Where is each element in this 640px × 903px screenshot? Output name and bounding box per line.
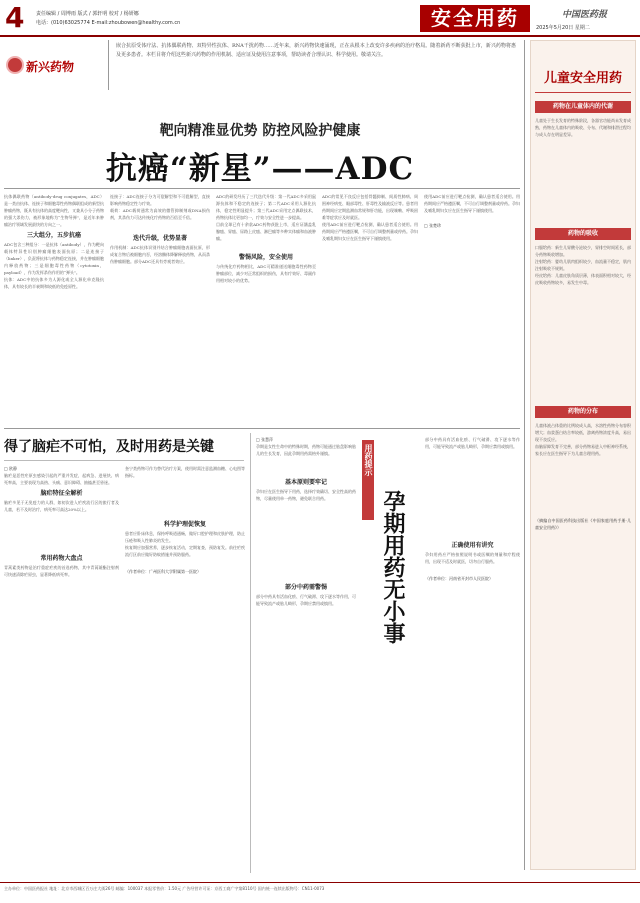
sidebar-para: 儿童体液占体重的比例较成人高，水溶性药物分布容积增大；血浆蛋白结合率较低，游离药物浓度升高，易出现不良反应。 xyxy=(535,423,631,442)
column-lede: 嵌合抗原受体疗法、抗体偶联药物、双特异性抗体、RNA干扰药物……近年来，新兴药物快速涌现，正在从根本上改变许多疾病的治疗格局。随着新药不断获批上市，新兴药物将惠及更多患者。本栏目将介绍这些新兴药物的作用机制、适应证及使用注意事项，帮助读者合理认识、科学使用。敬请关注。 xyxy=(116,43,516,58)
sidebar-para: 经皮给药：儿童皮肤角质层薄，体表面积相对较大，经皮吸收药物较多，易发生中毒。 xyxy=(535,273,631,285)
footer-line: 主办单位：中国医药报社 地址：北京市西城区百万庄大街26号 邮编：100037 本报零售价：1.50元 广告经营许可证：京西工商广字第8110号 国内统一连续出版物号：CN11-0073 xyxy=(4,886,325,891)
kids-side-label-text: 用药提示 xyxy=(364,444,373,476)
kids-author: □ 张慧萍 xyxy=(256,437,274,442)
adc-para: ADC的常见不良反应包括骨髓抑制、间质性肺病、周围神经病变、眼部毒性、肝毒性及输液反应等。患者用药期间应定期监测血常规和肝功能，出现咳嗽、呼吸困难等症状应及时就医。 xyxy=(322,194,418,220)
kids-col-2 xyxy=(425,436,520,866)
fever-rule xyxy=(4,460,244,461)
kids-para: 部分中药具有活血化瘀、行气破滞、攻下逐水等作用，可能导致流产或胎儿畸形，孕期应禁用或慎用。 xyxy=(425,437,520,449)
column-logo xyxy=(4,40,104,90)
adc-col-1 xyxy=(4,193,104,423)
adc-col-2 xyxy=(110,193,210,423)
kids-headline-text: 孕期用药无小事 xyxy=(380,490,406,644)
kids-side-label xyxy=(362,440,374,520)
adc-para: 连接子：ADC连接子分为可裂解型和不可裂解型，直接影响药物稳定性与疗效。 xyxy=(110,194,210,206)
sidebar-note: （摘编自中国医药科技出版社《中国家庭用药手册·儿童安全用药》） xyxy=(535,518,631,530)
adc-para: 抗体：ADC中的抗体多为人源化或全人源化单克隆抗体，具有较长的半衰期和较低的免疫原性。 xyxy=(4,277,104,289)
kids-para: 部分中药具有活血化瘀、行气破滞、攻下逐水等作用，可能导致流产或胎儿畸形，孕期应禁用或慎用。 xyxy=(256,594,356,606)
fever-author: □ 欧静 xyxy=(4,466,18,471)
adc-para: 抗体偶联药物（antibody-drug conjugates，ADC）是一类由抗体、连接子和细胞毒性药物偶联组成的新型抗肿瘤药物，既具有抗体的高度靶向性，又兼具小分子药物的强大杀伤力，被形象地称为“生物导弹”，是近年来肿瘤治疗领域发展最快的方向之一。 xyxy=(4,194,104,227)
adc-subhead: 三大组分，五步抗癌 xyxy=(26,232,81,239)
column-divider xyxy=(108,40,109,90)
adc-para: 作用机制：ADC抗体识别并结合肿瘤细胞表面抗原，形成复合物后被细胞内吞，经溶酶体降解释放药物，从而杀伤肿瘤细胞。部分ADC还具有旁观者效应。 xyxy=(110,245,210,264)
sidebar-title-rule xyxy=(535,92,631,93)
adc-top-rule xyxy=(4,188,520,189)
sidebar-para: 血脑屏障发育不完善，部分药物易进入中枢神经系统，家长应在医生指导下为儿童合理用药。 xyxy=(535,444,631,456)
adc-para: 使用ADC前应进行靶点检测，确认患者适合使用。用药期间应严格遵医嘱，不可自行调整剂量或停药。孕妇及哺乳期妇女应在医生指导下谨慎使用。 xyxy=(424,194,520,213)
issue-date: 2025年5月20日 星期二 xyxy=(536,25,590,31)
fever-col-2 xyxy=(125,465,245,865)
kids-para: 孕期是女性生命中的特殊时期，药物可能通过胎盘影响胎儿的生长发育，因此孕期用药需格外谨慎。 xyxy=(256,444,356,456)
sidebar-subhead: 药物的吸收 xyxy=(535,228,631,240)
adc-para: ADC的研发经历了三代迭代升级：第一代ADC多采用鼠源抗体和不稳定的连接子；第二代ADC采用人源化抗体，稳定性明显提升；第三代ADC采用定点偶联技术，药物抗体比更加均一，疗效与安全性进一步提高。 xyxy=(216,194,316,220)
adc-col-3 xyxy=(216,193,316,423)
kids-col-1 xyxy=(256,436,356,866)
adc-para: 使用ADC前应进行靶点检测，确认患者适合使用。用药期间应严格遵医嘱，不可自行调整剂量或停药。孕妇及哺乳期妇女应在医生指导下谨慎使用。 xyxy=(322,222,418,241)
adc-col-4 xyxy=(322,193,418,423)
section-title: 安全用药 xyxy=(431,6,519,30)
kids-headline xyxy=(380,490,420,700)
adc-author: □ 张楚珍 xyxy=(424,223,442,228)
fever-para: 脑疟多见于无免疫力的人群，如初次进入疟疾流行区的旅行者及儿童，若不及时治疗，病死率可高达20%以上。 xyxy=(4,500,119,512)
fever-subhead: 常用药物大盘点 xyxy=(40,555,83,562)
adc-para: ADC包含三种组分：一是抗体（antibody），作为靶向载体特异性识别肿瘤细胞表面抗原；二是连接子（linker），负责将抗体与药物稳定连接，并在肿瘤细胞内释放药物；三是细胞毒性药物（cytotoxin，payload），作为发挥杀伤作用的“弹头”。 xyxy=(4,242,104,275)
paper-name: 中国医药报 xyxy=(562,10,608,20)
kids-para: 孕妇用药应严格按照说明书或医嘱的剂量和疗程使用，出现不适及时就医，切勿自行服药。 xyxy=(425,552,520,564)
fever-para: 青蒿素类药物是治疗重症疟疾的首选药物，其中青蒿琥酯注射剂可快速清除疟原虫，显著降低病死率。 xyxy=(4,565,119,577)
masthead xyxy=(0,0,640,36)
sidebar-title: 儿童安全用药 xyxy=(543,71,622,86)
footer-rule xyxy=(0,882,640,883)
sidebar-para: 注射给药：婴幼儿肌肉组织较少，血流量不稳定，肌内注射吸收不规则。 xyxy=(535,259,631,271)
fever-para: 奎宁类药物可作为替代治疗方案，使用时需注意监测血糖、心电图等指标。 xyxy=(125,466,245,478)
adc-kicker: 靶向精准显优势 防控风险护健康 xyxy=(159,123,361,139)
kids-para: 孕妇应在医生指导下用药，选择疗效确切、安全性高的药物，尽量使用单一药物，避免联合用药。 xyxy=(256,489,356,501)
adc-para: 目前全球已有十余款ADC药物获批上市，适应证涵盖乳腺癌、胃癌、尿路上皮癌、淋巴瘤等多种实体瘤和血液肿瘤。 xyxy=(216,222,316,241)
fever-subhead: 科学护理促恢复 xyxy=(163,521,206,528)
adc-headline: 抗癌“新星”——ADC xyxy=(105,151,415,187)
kids-note: （作者单位：河南省开封市人民医院） xyxy=(425,576,493,581)
sidebar-para: 儿童处于生长发育的特殊阶段，各器官功能尚未发育成熟，药物在儿童体内的吸收、分布、代谢和排泄过程均与成人存在明显差异。 xyxy=(535,118,631,137)
flower-icon xyxy=(8,58,22,72)
section-title-banner xyxy=(420,5,530,32)
adc-para: 载荷：ADC载荷通常为高效的微管抑制剂或DNA损伤剂，其杀伤力可达传统化疗药物的百倍至千倍。 xyxy=(110,208,210,220)
column-bar xyxy=(4,40,520,90)
sidebar-subhead: 药物的分布 xyxy=(535,406,631,418)
adc-subhead: 警惕风险，安全使用 xyxy=(238,254,293,261)
sidebar-para: 口服给药：新生儿胃酸分泌较少，胃排空时间延长，部分药物吸收增加。 xyxy=(535,245,631,257)
fever-note: （作者单位：广州医科大学附属第一医院） xyxy=(125,569,201,574)
kids-subhead: 部分中药需警惕 xyxy=(284,584,327,591)
kids-subhead: 正确使用有讲究 xyxy=(451,542,494,549)
fever-para: 恢复期应加强营养，逐步恢复活动，定期复查，预防复发。前往疟疾流行区前应做好防蚊措施并预防服药。 xyxy=(125,545,245,557)
header-rule xyxy=(0,35,640,37)
adc-col-5 xyxy=(424,193,520,423)
editor-line: 责任编辑 / 周博雨 版式 / 郭轩明 校对 / 杨妍娜 xyxy=(36,11,139,17)
sidebar-subhead: 药物在儿童体内的代谢 xyxy=(535,101,631,113)
fever-para: 脑疟是恶性疟原虫感染引起的严重并发症，起病急、进展快、病死率高，主要表现为高热、头痛、意识障碍、抽搐甚至昏迷。 xyxy=(4,473,119,485)
sidebar xyxy=(530,40,636,870)
adc-bottom-rule xyxy=(4,428,520,429)
contact-line: 电话：(010)63025774 E-mail:zhoubowen@healthy.com.cn xyxy=(36,20,181,26)
fever-headline: 得了脑疟不可怕，及时用药是关键 xyxy=(4,439,214,455)
adc-para: 与传统化疗药物相比，ADC可精准递送细胞毒性药物至肿瘤部位，减少对正常组织的损伤，具有疗效好、毒副作用相对较小的优势。 xyxy=(216,264,316,283)
mid-divider xyxy=(250,433,251,873)
column-title: 新兴药物 xyxy=(26,60,75,74)
fever-col-1 xyxy=(4,465,119,865)
kids-subhead: 基本原则要牢记 xyxy=(284,479,327,486)
sidebar-divider xyxy=(524,40,525,870)
fever-para: 患者应卧床休息，保持呼吸道通畅，做好口腔护理和皮肤护理，防止压疮和吸入性肺炎的发生。 xyxy=(125,531,245,543)
fever-subhead: 脑疟特征全解析 xyxy=(40,490,83,497)
adc-subhead: 迭代升级，优势显著 xyxy=(132,235,187,242)
page-number: 4 xyxy=(5,1,25,34)
